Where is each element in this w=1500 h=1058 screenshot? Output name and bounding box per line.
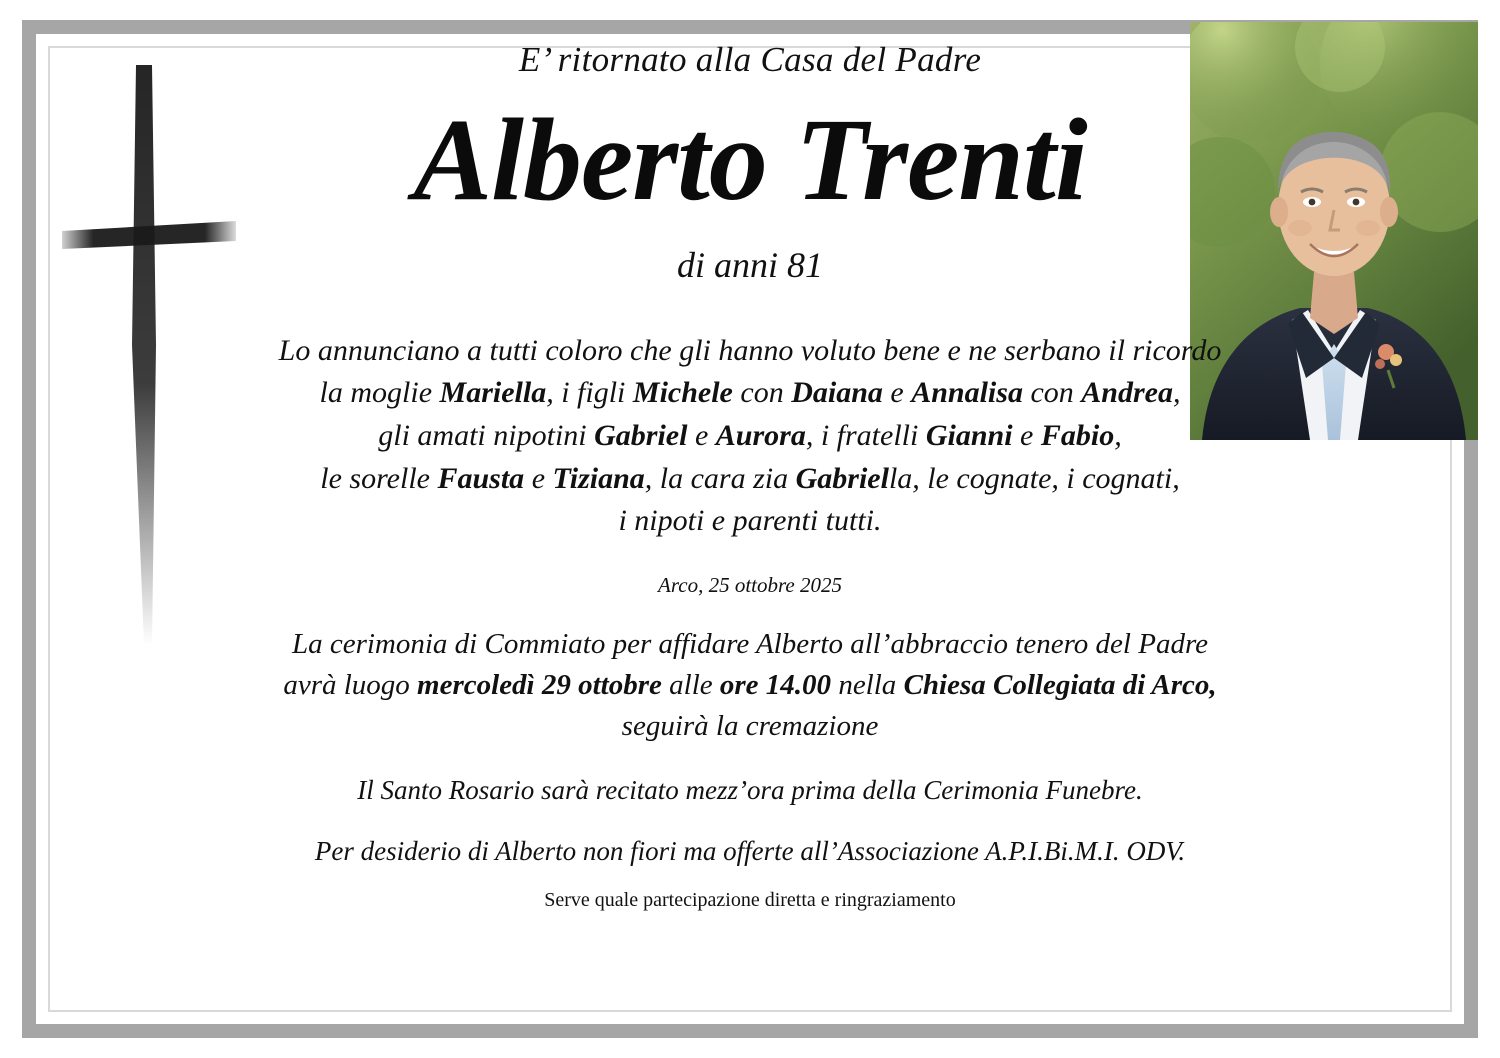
announcement-text <box>0 330 1500 543</box>
deceased-age: di anni 81 <box>676 244 823 285</box>
rosary-text: Il Santo Rosario sarà recitato mezz’ora prima della Cerimonia Funebre. <box>357 775 1143 806</box>
ceremony-line: avrà luogo mercoledì 29 ottobre alle ore 14.00 nella Chiesa Collegiata di Arco, <box>283 669 1217 702</box>
headline: E’ ritornato alla Casa del Padre <box>518 40 982 79</box>
flowers-text: Per desiderio di Alberto non fiori ma offerte all’Associazione A.P.I.Bi.M.I. ODV. <box>314 836 1186 867</box>
place-and-date: Arco, 25 ottobre 2025 <box>658 572 842 597</box>
announcement-line: le sorelle Fausta e Tiziana, la cara zia Gabriella, le cognate, i cognati, <box>320 461 1180 495</box>
announcement-line: i nipoti e parenti tutti. <box>618 504 882 538</box>
announcement-line: Lo annunciano a tutti coloro che gli hanno voluto bene e ne serbano il ricordo <box>278 333 1222 367</box>
footer-note: Serve quale partecipazione diretta e ringraziamento <box>544 889 956 912</box>
announcement-line: la moglie Mariella, i figli Michele con Daiana e Annalisa con Andrea, <box>319 376 1181 410</box>
ceremony-line: seguirà la cremazione <box>621 710 879 743</box>
ceremony-text <box>0 624 1500 748</box>
ceremony-line: La cerimonia di Commiato per affidare Alberto all’abbraccio tenero del Padre <box>291 627 1209 660</box>
deceased-name: Alberto Trenti <box>413 94 1087 225</box>
announcement-line: gli amati nipotini Gabriel e Aurora, i fratelli Gianni e Fabio, <box>378 419 1122 453</box>
